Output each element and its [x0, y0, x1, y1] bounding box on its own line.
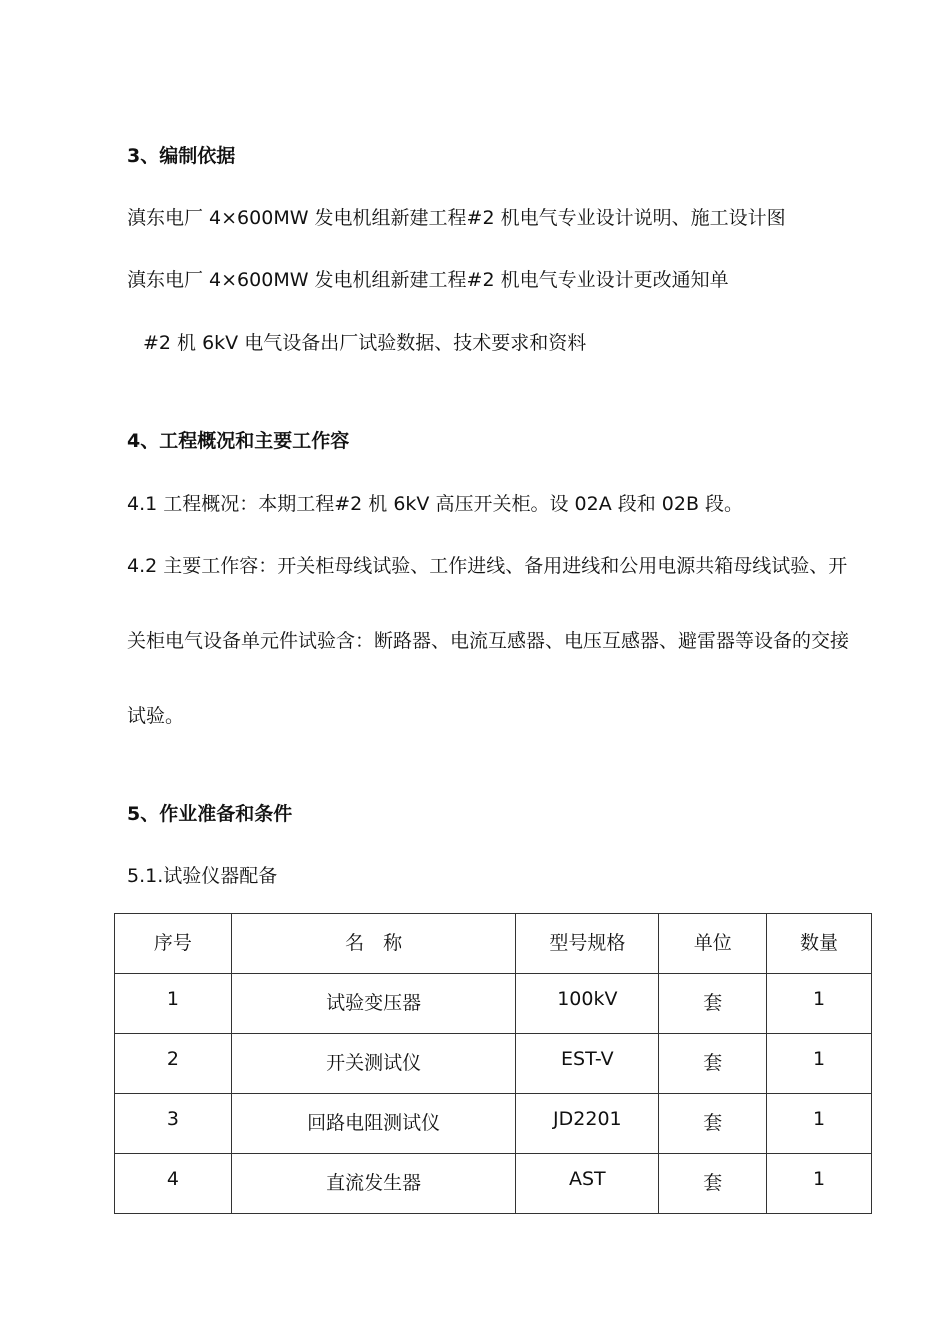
section4-heading: 4、工程概况和主要工作容 — [127, 430, 350, 452]
table-cell: 1 — [115, 974, 232, 1034]
work-content-line: 4.2 主要工作容：开关柜母线试验、工作进线、备用进线和公用电源共箱母线试验、开 — [127, 555, 848, 577]
table-cell: 100kV — [516, 974, 659, 1034]
table-row — [115, 974, 872, 1034]
table-cell: 1 — [767, 1154, 872, 1214]
header-cell: 名 称 — [231, 914, 516, 974]
basis-item: 滇东电厂 4×600MW 发电机组新建工程#2 机电气专业设计更改通知单 — [127, 269, 729, 291]
table-row — [115, 1034, 872, 1094]
table-row — [115, 1094, 872, 1154]
table-cell: AST — [516, 1154, 659, 1214]
header-cell: 型号规格 — [516, 914, 659, 974]
overview-paragraph: 4.1 工程概况：本期工程#2 机 6kV 高压开关柜。设 02A 段和 02B 段。 — [127, 493, 744, 515]
table-cell: 直流发生器 — [231, 1154, 516, 1214]
header-cell: 序号 — [115, 914, 232, 974]
work-content-line: 关柜电气设备单元件试验含：断路器、电流互感器、电压互感器、避雷器等设备的交接 — [127, 630, 850, 652]
table-cell: 套 — [659, 1154, 767, 1214]
table-header-row — [115, 914, 872, 974]
header-cell: 单位 — [659, 914, 767, 974]
table-cell: JD2201 — [516, 1094, 659, 1154]
instrument-subheading: 5.1.试验仪器配备 — [127, 865, 278, 887]
table-cell: 1 — [767, 1034, 872, 1094]
table-cell: 套 — [659, 1034, 767, 1094]
table-cell: 1 — [767, 1094, 872, 1154]
instrument-table — [114, 913, 872, 1214]
table-cell: 回路电阻测试仪 — [231, 1094, 516, 1154]
table-cell: 4 — [115, 1154, 232, 1214]
header-cell: 数量 — [767, 914, 872, 974]
table-cell: 套 — [659, 1094, 767, 1154]
table-cell: 开关测试仪 — [231, 1034, 516, 1094]
table-cell: 2 — [115, 1034, 232, 1094]
table-cell: 试验变压器 — [231, 974, 516, 1034]
table-row — [115, 1154, 872, 1214]
basis-item: 滇东电厂 4×600MW 发电机组新建工程#2 机电气专业设计说明、施工设计图 — [127, 207, 786, 229]
table-cell: 3 — [115, 1094, 232, 1154]
table-cell: EST-V — [516, 1034, 659, 1094]
work-content-line: 试验。 — [127, 705, 185, 727]
section5-heading: 5、作业准备和条件 — [127, 803, 293, 825]
table-cell: 1 — [767, 974, 872, 1034]
basis-item: #2 机 6kV 电气设备出厂试验数据、技术要求和资料 — [143, 332, 587, 354]
section3-heading: 3、编制依据 — [127, 145, 236, 167]
table-cell: 套 — [659, 974, 767, 1034]
